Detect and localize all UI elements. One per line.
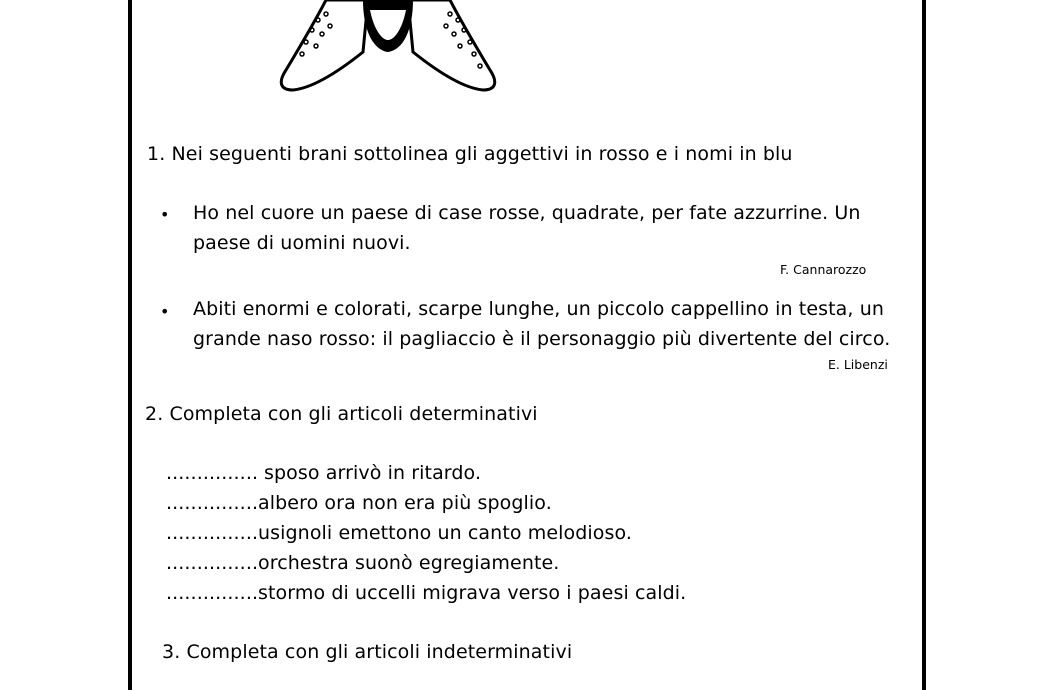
fill-item: ............... sposo arrivò in ritardo. <box>166 462 482 484</box>
exercise-1-instruction: 1. Nei seguenti brani sottolinea gli aggettivi in rosso e i nomi in blu <box>147 143 793 165</box>
bullet-2: • <box>160 302 170 321</box>
blank-line[interactable]: ............... <box>166 582 259 604</box>
blank-line[interactable]: ............... <box>166 552 259 574</box>
bullet-1: • <box>160 205 170 224</box>
fill-item: ...............albero ora non era più spoglio. <box>166 492 552 514</box>
blank-line[interactable]: ............... <box>166 522 259 544</box>
passage-2-author: E. Libenzi <box>828 357 888 372</box>
passage-1-line-1: Ho nel cuore un paese di case rosse, quadrate, per fate azzurrine. Un <box>193 202 861 224</box>
exercise-2-instruction: 2. Completa con gli articoli determinativi <box>145 403 538 425</box>
fill-item: ...............orchestra suonò egregiamente. <box>166 552 560 574</box>
passage-2-line-2: grande naso rosso: il pagliaccio è il personaggio più divertente del circo. <box>193 328 891 350</box>
blank-line[interactable]: ............... <box>166 492 259 514</box>
blank-line[interactable]: ............... <box>166 462 259 484</box>
fill-item: ...............stormo di uccelli migrava verso i paesi caldi. <box>166 582 687 604</box>
passage-1-line-2: paese di uomini nuovi. <box>193 232 411 254</box>
passage-2-line-1: Abiti enormi e colorati, scarpe lunghe, un piccolo cappellino in testa, un <box>193 298 884 320</box>
passage-1-author: F. Cannarozzo <box>780 262 867 277</box>
fill-item: ...............usignoli emettono un canto melodioso. <box>166 522 633 544</box>
clown-illustration <box>268 0 508 100</box>
exercise-3-instruction: 3. Completa con gli articoli indeterminativi <box>162 641 573 663</box>
